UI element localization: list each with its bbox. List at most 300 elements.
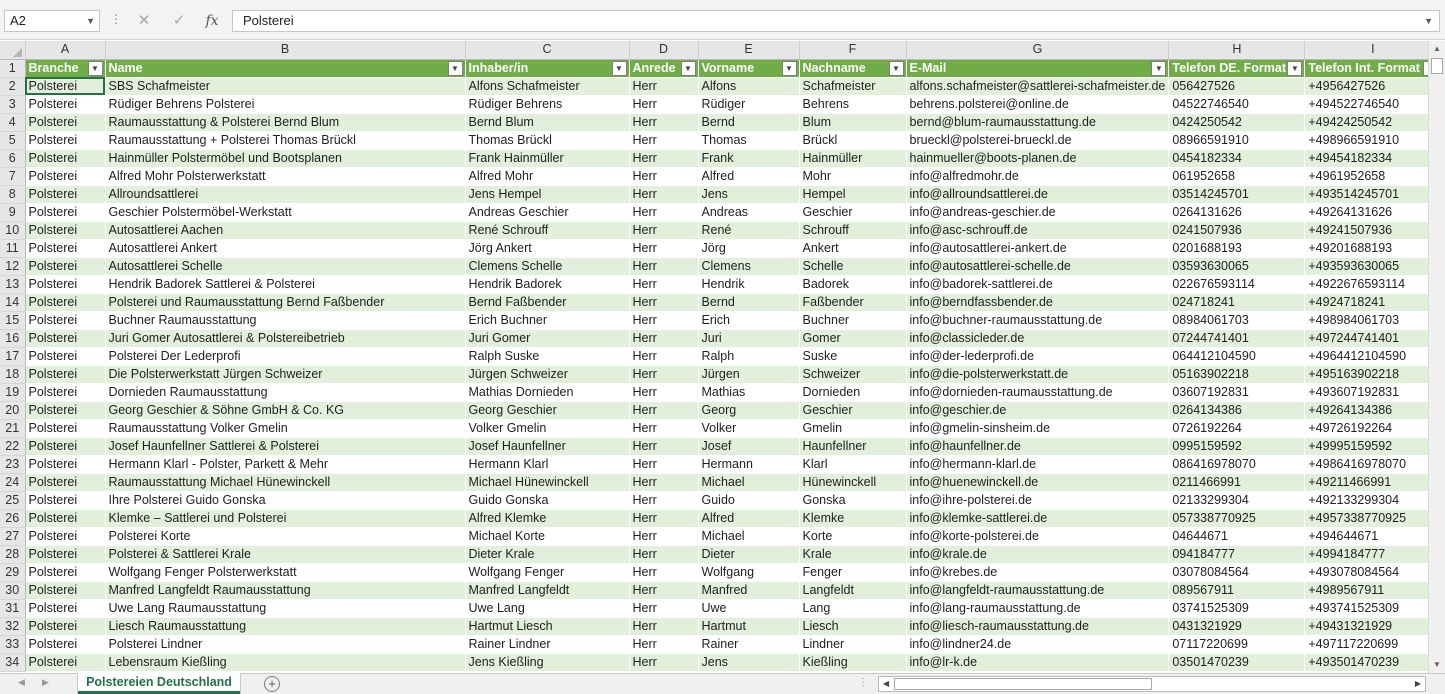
cell-i18[interactable]: +495163902218 <box>1305 365 1441 383</box>
scroll-left-icon[interactable]: ◀ <box>882 679 890 688</box>
cell-c16[interactable]: Juri Gomer <box>465 329 629 347</box>
cell-b26[interactable]: Klemke – Sattlerei und Polsterei <box>105 509 465 527</box>
filter-dropdown-icon[interactable]: ▼ <box>782 61 797 76</box>
cell-c5[interactable]: Thomas Brückl <box>465 131 629 149</box>
cell-g29[interactable]: info@krebes.de <box>906 563 1169 581</box>
cell-e31[interactable]: Uwe <box>698 599 799 617</box>
cell-f11[interactable]: Ankert <box>799 239 906 257</box>
cell-a13[interactable]: Polsterei <box>25 275 105 293</box>
cell-g23[interactable]: info@hermann-klarl.de <box>906 455 1169 473</box>
cell-d29[interactable]: Herr <box>629 563 698 581</box>
cell-h13[interactable]: 022676593114 <box>1169 275 1305 293</box>
expand-formula-bar-icon[interactable]: ▼ <box>1424 16 1433 26</box>
cell-c33[interactable]: Rainer Lindner <box>465 635 629 653</box>
cell-e14[interactable]: Bernd <box>698 293 799 311</box>
cell-g9[interactable]: info@andreas-geschier.de <box>906 203 1169 221</box>
cell-a2[interactable]: Polsterei <box>25 77 105 95</box>
row-header[interactable]: 11 <box>0 239 25 257</box>
cell-f9[interactable]: Geschier <box>799 203 906 221</box>
cell-b23[interactable]: Hermann Klarl - Polster, Parkett & Mehr <box>105 455 465 473</box>
cell-c12[interactable]: Clemens Schelle <box>465 257 629 275</box>
cell-a21[interactable]: Polsterei <box>25 419 105 437</box>
cell-f21[interactable]: Gmelin <box>799 419 906 437</box>
cell-i14[interactable]: +4924718241 <box>1305 293 1441 311</box>
cell-i13[interactable]: +4922676593114 <box>1305 275 1441 293</box>
cell-c19[interactable]: Mathias Dornieden <box>465 383 629 401</box>
cell-e7[interactable]: Alfred <box>698 167 799 185</box>
cell-d34[interactable]: Herr <box>629 653 698 671</box>
cell-b22[interactable]: Josef Haunfellner Sattlerei & Polsterei <box>105 437 465 455</box>
vertical-scroll-thumb[interactable] <box>1431 58 1443 74</box>
cell-f34[interactable]: Kießling <box>799 653 906 671</box>
row-header[interactable]: 30 <box>0 581 25 599</box>
cell-a5[interactable]: Polsterei <box>25 131 105 149</box>
cell-a28[interactable]: Polsterei <box>25 545 105 563</box>
cell-i3[interactable]: +494522746540 <box>1305 95 1441 113</box>
cell-h33[interactable]: 07117220699 <box>1169 635 1305 653</box>
cell-d9[interactable]: Herr <box>629 203 698 221</box>
cell-b33[interactable]: Polsterei Lindner <box>105 635 465 653</box>
cell-g15[interactable]: info@buchner-raumausstattung.de <box>906 311 1169 329</box>
cell-i28[interactable]: +4994184777 <box>1305 545 1441 563</box>
cell-b15[interactable]: Buchner Raumausstattung <box>105 311 465 329</box>
cell-c4[interactable]: Bernd Blum <box>465 113 629 131</box>
cell-f18[interactable]: Schweizer <box>799 365 906 383</box>
cell-i10[interactable]: +49241507936 <box>1305 221 1441 239</box>
row-header[interactable]: 1 <box>0 59 25 77</box>
cell-c30[interactable]: Manfred Langfeldt <box>465 581 629 599</box>
cell-f28[interactable]: Krale <box>799 545 906 563</box>
cell-f8[interactable]: Hempel <box>799 185 906 203</box>
cell-d20[interactable]: Herr <box>629 401 698 419</box>
filter-dropdown-icon[interactable]: ▼ <box>1151 61 1166 76</box>
row-header[interactable]: 25 <box>0 491 25 509</box>
cell-g18[interactable]: info@die-polsterwerkstatt.de <box>906 365 1169 383</box>
cell-i27[interactable]: +494644671 <box>1305 527 1441 545</box>
formula-input[interactable] <box>232 10 1440 32</box>
table-header-cell[interactable] <box>799 59 906 77</box>
cell-f10[interactable]: Schrouff <box>799 221 906 239</box>
table-header-cell[interactable] <box>25 59 105 77</box>
spreadsheet-grid[interactable] <box>0 41 1441 672</box>
cell-h30[interactable]: 089567911 <box>1169 581 1305 599</box>
cell-i7[interactable]: +4961952658 <box>1305 167 1441 185</box>
cell-d7[interactable]: Herr <box>629 167 698 185</box>
cell-h11[interactable]: 0201688193 <box>1169 239 1305 257</box>
horizontal-scroll-thumb[interactable] <box>894 678 1152 690</box>
cell-h6[interactable]: 0454182334 <box>1169 149 1305 167</box>
cell-i21[interactable]: +49726192264 <box>1305 419 1441 437</box>
cell-g2[interactable]: alfons.schafmeister@sattlerei-schafmeister.de <box>906 77 1169 95</box>
cell-a14[interactable]: Polsterei <box>25 293 105 311</box>
cell-i31[interactable]: +493741525309 <box>1305 599 1441 617</box>
row-header[interactable]: 5 <box>0 131 25 149</box>
cell-e29[interactable]: Wolfgang <box>698 563 799 581</box>
cell-a7[interactable]: Polsterei <box>25 167 105 185</box>
cell-c28[interactable]: Dieter Krale <box>465 545 629 563</box>
cell-b11[interactable]: Autosattlerei Ankert <box>105 239 465 257</box>
cell-h9[interactable]: 0264131626 <box>1169 203 1305 221</box>
row-header[interactable]: 22 <box>0 437 25 455</box>
cell-b3[interactable]: Rüdiger Behrens Polsterei <box>105 95 465 113</box>
column-header-d[interactable]: D <box>629 41 698 59</box>
row-header[interactable]: 20 <box>0 401 25 419</box>
row-header[interactable]: 26 <box>0 509 25 527</box>
cell-h3[interactable]: 04522746540 <box>1169 95 1305 113</box>
cell-i29[interactable]: +493078084564 <box>1305 563 1441 581</box>
row-header[interactable]: 29 <box>0 563 25 581</box>
cell-g21[interactable]: info@gmelin-sinsheim.de <box>906 419 1169 437</box>
cell-d32[interactable]: Herr <box>629 617 698 635</box>
cell-g10[interactable]: info@asc-schrouff.de <box>906 221 1169 239</box>
cell-b27[interactable]: Polsterei Korte <box>105 527 465 545</box>
cell-i19[interactable]: +493607192831 <box>1305 383 1441 401</box>
cell-e33[interactable]: Rainer <box>698 635 799 653</box>
cell-c9[interactable]: Andreas Geschier <box>465 203 629 221</box>
cell-c27[interactable]: Michael Korte <box>465 527 629 545</box>
cell-h15[interactable]: 08984061703 <box>1169 311 1305 329</box>
cell-b30[interactable]: Manfred Langfeldt Raumausstattung <box>105 581 465 599</box>
cell-a18[interactable]: Polsterei <box>25 365 105 383</box>
cell-e2[interactable]: Alfons <box>698 77 799 95</box>
cell-h12[interactable]: 03593630065 <box>1169 257 1305 275</box>
cell-i6[interactable]: +49454182334 <box>1305 149 1441 167</box>
column-header-c[interactable]: C <box>465 41 629 59</box>
cell-c17[interactable]: Ralph Suske <box>465 347 629 365</box>
row-header[interactable]: 21 <box>0 419 25 437</box>
cell-e21[interactable]: Volker <box>698 419 799 437</box>
cell-e9[interactable]: Andreas <box>698 203 799 221</box>
cell-h24[interactable]: 0211466991 <box>1169 473 1305 491</box>
cell-c29[interactable]: Wolfgang Fenger <box>465 563 629 581</box>
cell-e15[interactable]: Erich <box>698 311 799 329</box>
cell-f23[interactable]: Klarl <box>799 455 906 473</box>
cell-b5[interactable]: Raumausstattung + Polsterei Thomas Brückl <box>105 131 465 149</box>
cell-b34[interactable]: Lebensraum Kießling <box>105 653 465 671</box>
cell-a17[interactable]: Polsterei <box>25 347 105 365</box>
cell-g5[interactable]: brueckl@polsterei-brueckl.de <box>906 131 1169 149</box>
cell-d30[interactable]: Herr <box>629 581 698 599</box>
cell-g24[interactable]: info@huenewinckell.de <box>906 473 1169 491</box>
cell-e18[interactable]: Jürgen <box>698 365 799 383</box>
row-header[interactable]: 23 <box>0 455 25 473</box>
cell-c10[interactable]: René Schrouff <box>465 221 629 239</box>
cell-g13[interactable]: info@badorek-sattlerei.de <box>906 275 1169 293</box>
cell-b14[interactable]: Polsterei und Raumausstattung Bernd Faßbender <box>105 293 465 311</box>
cell-f2[interactable]: Schafmeister <box>799 77 906 95</box>
row-header[interactable]: 16 <box>0 329 25 347</box>
cell-g22[interactable]: info@haunfellner.de <box>906 437 1169 455</box>
cell-a30[interactable]: Polsterei <box>25 581 105 599</box>
cell-h25[interactable]: 02133299304 <box>1169 491 1305 509</box>
cell-c2[interactable]: Alfons Schafmeister <box>465 77 629 95</box>
cell-g26[interactable]: info@klemke-sattlerei.de <box>906 509 1169 527</box>
insert-function-icon[interactable]: fx <box>205 13 219 29</box>
row-header[interactable]: 32 <box>0 617 25 635</box>
cell-h4[interactable]: 0424250542 <box>1169 113 1305 131</box>
cell-c32[interactable]: Hartmut Liesch <box>465 617 629 635</box>
cell-h10[interactable]: 0241507936 <box>1169 221 1305 239</box>
name-box-dropdown-icon[interactable]: ▼ <box>86 16 95 26</box>
cell-g27[interactable]: info@korte-polsterei.de <box>906 527 1169 545</box>
cell-f31[interactable]: Lang <box>799 599 906 617</box>
filter-dropdown-icon[interactable]: ▼ <box>448 61 463 76</box>
cell-i11[interactable]: +49201688193 <box>1305 239 1441 257</box>
cell-i17[interactable]: +4964412104590 <box>1305 347 1441 365</box>
select-all-corner[interactable] <box>0 41 25 59</box>
row-header[interactable]: 31 <box>0 599 25 617</box>
cell-b20[interactable]: Georg Geschier & Söhne GmbH & Co. KG <box>105 401 465 419</box>
cell-i34[interactable]: +493501470239 <box>1305 653 1441 671</box>
cell-f6[interactable]: Hainmüller <box>799 149 906 167</box>
cell-a16[interactable]: Polsterei <box>25 329 105 347</box>
cell-e26[interactable]: Alfred <box>698 509 799 527</box>
cell-f30[interactable]: Langfeldt <box>799 581 906 599</box>
cell-h18[interactable]: 05163902218 <box>1169 365 1305 383</box>
cancel-icon[interactable]: ✕ <box>137 12 151 29</box>
cell-e27[interactable]: Michael <box>698 527 799 545</box>
cell-d14[interactable]: Herr <box>629 293 698 311</box>
cell-d8[interactable]: Herr <box>629 185 698 203</box>
cell-g33[interactable]: info@lindner24.de <box>906 635 1169 653</box>
cell-b4[interactable]: Raumausstattung & Polsterei Bernd Blum <box>105 113 465 131</box>
cell-f5[interactable]: Brückl <box>799 131 906 149</box>
cell-h5[interactable]: 08966591910 <box>1169 131 1305 149</box>
cell-b29[interactable]: Wolfgang Fenger Polsterwerkstatt <box>105 563 465 581</box>
cell-f32[interactable]: Liesch <box>799 617 906 635</box>
column-header-i[interactable]: I <box>1305 41 1441 59</box>
cell-e23[interactable]: Hermann <box>698 455 799 473</box>
cell-f26[interactable]: Klemke <box>799 509 906 527</box>
cell-d3[interactable]: Herr <box>629 95 698 113</box>
tab-split-handle-icon[interactable]: ⋮ <box>858 677 868 688</box>
row-header[interactable]: 4 <box>0 113 25 131</box>
name-box[interactable] <box>4 10 100 32</box>
cell-d18[interactable]: Herr <box>629 365 698 383</box>
cell-a10[interactable]: Polsterei <box>25 221 105 239</box>
cell-c34[interactable]: Jens Kießling <box>465 653 629 671</box>
row-header[interactable]: 12 <box>0 257 25 275</box>
cell-g19[interactable]: info@dornieden-raumausstattung.de <box>906 383 1169 401</box>
cell-b17[interactable]: Polsterei Der Lederprofi <box>105 347 465 365</box>
cell-d16[interactable]: Herr <box>629 329 698 347</box>
vertical-scrollbar[interactable] <box>1428 41 1445 673</box>
cell-i25[interactable]: +492133299304 <box>1305 491 1441 509</box>
cell-d33[interactable]: Herr <box>629 635 698 653</box>
cell-g7[interactable]: info@alfredmohr.de <box>906 167 1169 185</box>
cell-f29[interactable]: Fenger <box>799 563 906 581</box>
cell-h34[interactable]: 03501470239 <box>1169 653 1305 671</box>
cell-d15[interactable]: Herr <box>629 311 698 329</box>
cell-e30[interactable]: Manfred <box>698 581 799 599</box>
row-header[interactable]: 8 <box>0 185 25 203</box>
cell-i2[interactable]: +4956427526 <box>1305 77 1441 95</box>
cell-a8[interactable]: Polsterei <box>25 185 105 203</box>
cell-c14[interactable]: Bernd Faßbender <box>465 293 629 311</box>
cell-h22[interactable]: 0995159592 <box>1169 437 1305 455</box>
filter-dropdown-icon[interactable]: ▼ <box>889 61 904 76</box>
cell-b25[interactable]: Ihre Polsterei Guido Gonska <box>105 491 465 509</box>
row-header[interactable]: 7 <box>0 167 25 185</box>
cell-g4[interactable]: bernd@blum-raumausstattung.de <box>906 113 1169 131</box>
column-header-a[interactable]: A <box>25 41 105 59</box>
table-header-cell[interactable] <box>629 59 698 77</box>
cell-i22[interactable]: +49995159592 <box>1305 437 1441 455</box>
cell-g17[interactable]: info@der-lederprofi.de <box>906 347 1169 365</box>
cell-g12[interactable]: info@autosattlerei-schelle.de <box>906 257 1169 275</box>
cell-h2[interactable]: 056427526 <box>1169 77 1305 95</box>
cell-c25[interactable]: Guido Gonska <box>465 491 629 509</box>
cell-e3[interactable]: Rüdiger <box>698 95 799 113</box>
cell-a20[interactable]: Polsterei <box>25 401 105 419</box>
table-header-cell[interactable] <box>906 59 1169 77</box>
cell-c11[interactable]: Jörg Ankert <box>465 239 629 257</box>
cell-a34[interactable]: Polsterei <box>25 653 105 671</box>
cell-f24[interactable]: Hünewinckell <box>799 473 906 491</box>
cell-c26[interactable]: Alfred Klemke <box>465 509 629 527</box>
cell-e17[interactable]: Ralph <box>698 347 799 365</box>
cell-h26[interactable]: 057338770925 <box>1169 509 1305 527</box>
cell-b6[interactable]: Hainmüller Polstermöbel und Bootsplanen <box>105 149 465 167</box>
cell-e34[interactable]: Jens <box>698 653 799 671</box>
cell-f3[interactable]: Behrens <box>799 95 906 113</box>
cell-h27[interactable]: 04644671 <box>1169 527 1305 545</box>
scroll-right-icon[interactable]: ▶ <box>1414 679 1422 688</box>
cell-i12[interactable]: +493593630065 <box>1305 257 1441 275</box>
cell-h28[interactable]: 094184777 <box>1169 545 1305 563</box>
cell-a19[interactable]: Polsterei <box>25 383 105 401</box>
cell-f22[interactable]: Haunfellner <box>799 437 906 455</box>
cell-a9[interactable]: Polsterei <box>25 203 105 221</box>
row-header[interactable]: 13 <box>0 275 25 293</box>
cell-i9[interactable]: +49264131626 <box>1305 203 1441 221</box>
column-header-b[interactable]: B <box>105 41 465 59</box>
cell-c24[interactable]: Michael Hünewinckell <box>465 473 629 491</box>
cell-i5[interactable]: +498966591910 <box>1305 131 1441 149</box>
scroll-up-icon[interactable]: ▲ <box>1433 44 1441 53</box>
cell-i20[interactable]: +49264134386 <box>1305 401 1441 419</box>
cell-f33[interactable]: Lindner <box>799 635 906 653</box>
cell-f15[interactable]: Buchner <box>799 311 906 329</box>
cell-h31[interactable]: 03741525309 <box>1169 599 1305 617</box>
cell-g8[interactable]: info@allroundsattlerei.de <box>906 185 1169 203</box>
cell-d22[interactable]: Herr <box>629 437 698 455</box>
cell-e5[interactable]: Thomas <box>698 131 799 149</box>
cell-h8[interactable]: 03514245701 <box>1169 185 1305 203</box>
cell-b32[interactable]: Liesch Raumausstattung <box>105 617 465 635</box>
cell-g14[interactable]: info@berndfassbender.de <box>906 293 1169 311</box>
cell-e12[interactable]: Clemens <box>698 257 799 275</box>
cell-h32[interactable]: 0431321929 <box>1169 617 1305 635</box>
cell-d6[interactable]: Herr <box>629 149 698 167</box>
cell-g6[interactable]: hainmueller@boots-planen.de <box>906 149 1169 167</box>
filter-dropdown-icon[interactable]: ▼ <box>1287 61 1302 76</box>
cell-b7[interactable]: Alfred Mohr Polsterwerkstatt <box>105 167 465 185</box>
cell-b10[interactable]: Autosattlerei Aachen <box>105 221 465 239</box>
more-options-icon[interactable]: ⋮ <box>110 12 122 26</box>
cell-e32[interactable]: Hartmut <box>698 617 799 635</box>
cell-a6[interactable]: Polsterei <box>25 149 105 167</box>
cell-h7[interactable]: 061952658 <box>1169 167 1305 185</box>
cell-c6[interactable]: Frank Hainmüller <box>465 149 629 167</box>
cell-i33[interactable]: +497117220699 <box>1305 635 1441 653</box>
cell-f4[interactable]: Blum <box>799 113 906 131</box>
cell-d25[interactable]: Herr <box>629 491 698 509</box>
row-header[interactable]: 33 <box>0 635 25 653</box>
cell-c15[interactable]: Erich Buchner <box>465 311 629 329</box>
cell-b2[interactable]: SBS Schafmeister <box>105 77 465 95</box>
cell-e19[interactable]: Mathias <box>698 383 799 401</box>
row-header[interactable]: 9 <box>0 203 25 221</box>
cell-f19[interactable]: Dornieden <box>799 383 906 401</box>
cell-d10[interactable]: Herr <box>629 221 698 239</box>
row-header[interactable]: 6 <box>0 149 25 167</box>
cell-e20[interactable]: Georg <box>698 401 799 419</box>
cell-d17[interactable]: Herr <box>629 347 698 365</box>
cell-h29[interactable]: 03078084564 <box>1169 563 1305 581</box>
cell-g30[interactable]: info@langfeldt-raumausstattung.de <box>906 581 1169 599</box>
table-header-cell[interactable] <box>1169 59 1305 77</box>
sheet-tab-active[interactable]: Polstereien Deutschland <box>78 673 240 694</box>
cell-g34[interactable]: info@lr-k.de <box>906 653 1169 671</box>
cell-b19[interactable]: Dornieden Raumausstattung <box>105 383 465 401</box>
cell-i16[interactable]: +497244741401 <box>1305 329 1441 347</box>
cell-f13[interactable]: Badorek <box>799 275 906 293</box>
cell-b9[interactable]: Geschier Polstermöbel-Werkstatt <box>105 203 465 221</box>
cell-e28[interactable]: Dieter <box>698 545 799 563</box>
cell-g3[interactable]: behrens.polsterei@online.de <box>906 95 1169 113</box>
row-header[interactable]: 18 <box>0 365 25 383</box>
cell-b12[interactable]: Autosattlerei Schelle <box>105 257 465 275</box>
cell-e11[interactable]: Jörg <box>698 239 799 257</box>
cell-a23[interactable]: Polsterei <box>25 455 105 473</box>
cell-a22[interactable]: Polsterei <box>25 437 105 455</box>
cell-f7[interactable]: Mohr <box>799 167 906 185</box>
row-header[interactable]: 34 <box>0 653 25 671</box>
cell-d13[interactable]: Herr <box>629 275 698 293</box>
row-header[interactable]: 24 <box>0 473 25 491</box>
row-header[interactable]: 27 <box>0 527 25 545</box>
cell-d5[interactable]: Herr <box>629 131 698 149</box>
cell-f16[interactable]: Gomer <box>799 329 906 347</box>
cell-f12[interactable]: Schelle <box>799 257 906 275</box>
next-sheet-icon[interactable]: ▶ <box>42 677 49 687</box>
cell-c20[interactable]: Georg Geschier <box>465 401 629 419</box>
row-header[interactable]: 19 <box>0 383 25 401</box>
cell-d11[interactable]: Herr <box>629 239 698 257</box>
cell-e8[interactable]: Jens <box>698 185 799 203</box>
column-header-e[interactable]: E <box>698 41 799 59</box>
cell-h17[interactable]: 064412104590 <box>1169 347 1305 365</box>
cell-b13[interactable]: Hendrik Badorek Sattlerei & Polsterei <box>105 275 465 293</box>
cell-c18[interactable]: Jürgen Schweizer <box>465 365 629 383</box>
cell-a31[interactable]: Polsterei <box>25 599 105 617</box>
cell-a3[interactable]: Polsterei <box>25 95 105 113</box>
cell-h19[interactable]: 03607192831 <box>1169 383 1305 401</box>
cell-a15[interactable]: Polsterei <box>25 311 105 329</box>
filter-dropdown-icon[interactable]: ▼ <box>88 61 103 76</box>
cell-g16[interactable]: info@classicleder.de <box>906 329 1169 347</box>
cell-a26[interactable]: Polsterei <box>25 509 105 527</box>
cell-d12[interactable]: Herr <box>629 257 698 275</box>
cell-d26[interactable]: Herr <box>629 509 698 527</box>
cell-i23[interactable]: +4986416978070 <box>1305 455 1441 473</box>
cell-e16[interactable]: Juri <box>698 329 799 347</box>
cell-a33[interactable]: Polsterei <box>25 635 105 653</box>
cell-a11[interactable]: Polsterei <box>25 239 105 257</box>
cell-e25[interactable]: Guido <box>698 491 799 509</box>
cell-g31[interactable]: info@lang-raumausstattung.de <box>906 599 1169 617</box>
